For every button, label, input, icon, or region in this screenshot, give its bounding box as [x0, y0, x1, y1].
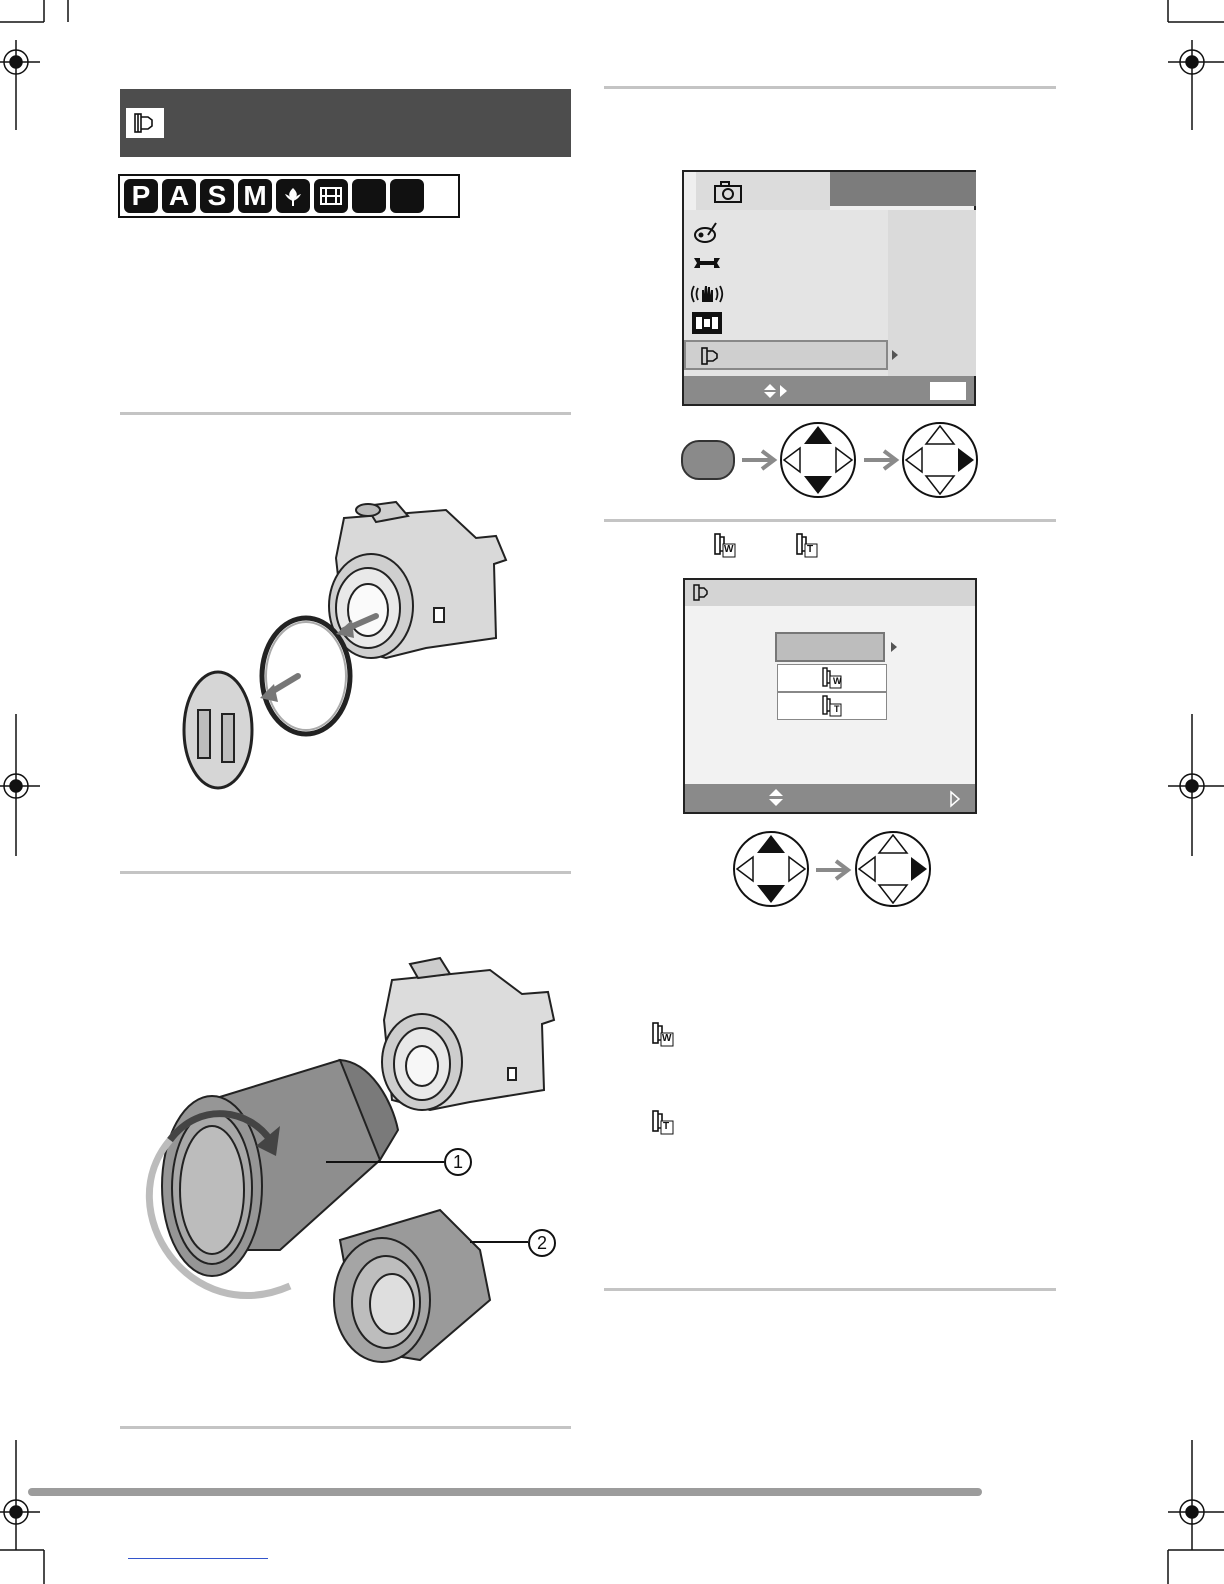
lens-tele-icon — [794, 531, 818, 559]
camera-icon — [712, 180, 744, 204]
mode-a: A — [162, 179, 196, 213]
note-wide-icon — [650, 1020, 674, 1048]
conversion-lens-icon — [698, 345, 726, 367]
lens-option-tele-label: T — [834, 704, 840, 714]
drive-mode-icon[interactable] — [690, 310, 724, 336]
dpad-updown-icon[interactable] — [778, 420, 858, 500]
sequence-arrow-icon — [862, 448, 900, 472]
lcd-select-title-bar — [685, 580, 975, 606]
footer-bar — [28, 1488, 982, 1496]
lcd-right-panel — [888, 210, 976, 376]
divider — [120, 1426, 571, 1429]
lens-option-wide-label: W — [833, 676, 842, 686]
macro-tulip-icon — [276, 179, 310, 213]
conversion-lens-icon — [691, 583, 715, 603]
lcd-tab-camera — [696, 172, 830, 210]
dpad-updown-icon[interactable] — [731, 829, 811, 909]
lcd-selected-row[interactable] — [684, 340, 888, 370]
section-header — [120, 89, 571, 157]
divider — [604, 519, 1056, 522]
divider — [120, 871, 571, 874]
note-wide-label: W — [662, 1033, 672, 1044]
palette-icon[interactable] — [690, 220, 724, 246]
camera-lens-cap-illustration — [176, 498, 516, 798]
dpad-right-icon[interactable] — [853, 829, 933, 909]
mode-s: S — [200, 179, 234, 213]
conversion-lens-illustration — [130, 950, 580, 1390]
note-tele-label: T — [663, 1121, 670, 1132]
blank-mode-icon — [352, 179, 386, 213]
available-modes — [118, 174, 460, 218]
lens-option-tele[interactable] — [777, 692, 887, 720]
lens-option-wide[interactable] — [777, 664, 887, 692]
updown-arrows-icon — [767, 788, 785, 808]
callout-1: 1 — [444, 1148, 472, 1176]
lens-option-off[interactable] — [775, 632, 885, 662]
motion-picture-icon — [314, 179, 348, 213]
divider — [604, 86, 1056, 89]
divider — [120, 412, 571, 415]
lcd-menu-screen — [682, 170, 976, 406]
stabilizer-hand-icon[interactable] — [690, 280, 724, 306]
mode-p: P — [124, 179, 158, 213]
blank-mode-icon — [390, 179, 424, 213]
lcd-select-footer — [685, 784, 975, 812]
footer-underline — [128, 1558, 268, 1559]
menu-button[interactable] — [681, 440, 735, 480]
submenu-arrow-icon — [889, 640, 899, 654]
wrench-icon[interactable] — [690, 250, 724, 276]
lcd-footer — [684, 376, 974, 404]
mode-m: M — [238, 179, 272, 213]
sequence-arrow-icon — [740, 448, 778, 472]
divider — [604, 1288, 1056, 1291]
sequence-arrow-icon — [814, 858, 852, 882]
dpad-right-icon[interactable] — [900, 420, 980, 500]
submenu-arrow-icon — [890, 348, 900, 362]
lcd-tab-strip — [830, 172, 976, 206]
right-arrow-icon — [949, 790, 961, 808]
updown-right-arrows-icon — [762, 382, 790, 400]
lens-wide-icon — [712, 531, 736, 559]
note-tele-icon — [650, 1108, 674, 1136]
lcd-footer-box — [930, 382, 966, 400]
lcd-lens-select-screen — [683, 578, 977, 814]
callout-2: 2 — [528, 1229, 556, 1257]
lens-tele-label: T — [807, 544, 814, 555]
lens-wide-label: W — [724, 544, 734, 555]
conversion-lens-icon — [126, 108, 164, 138]
